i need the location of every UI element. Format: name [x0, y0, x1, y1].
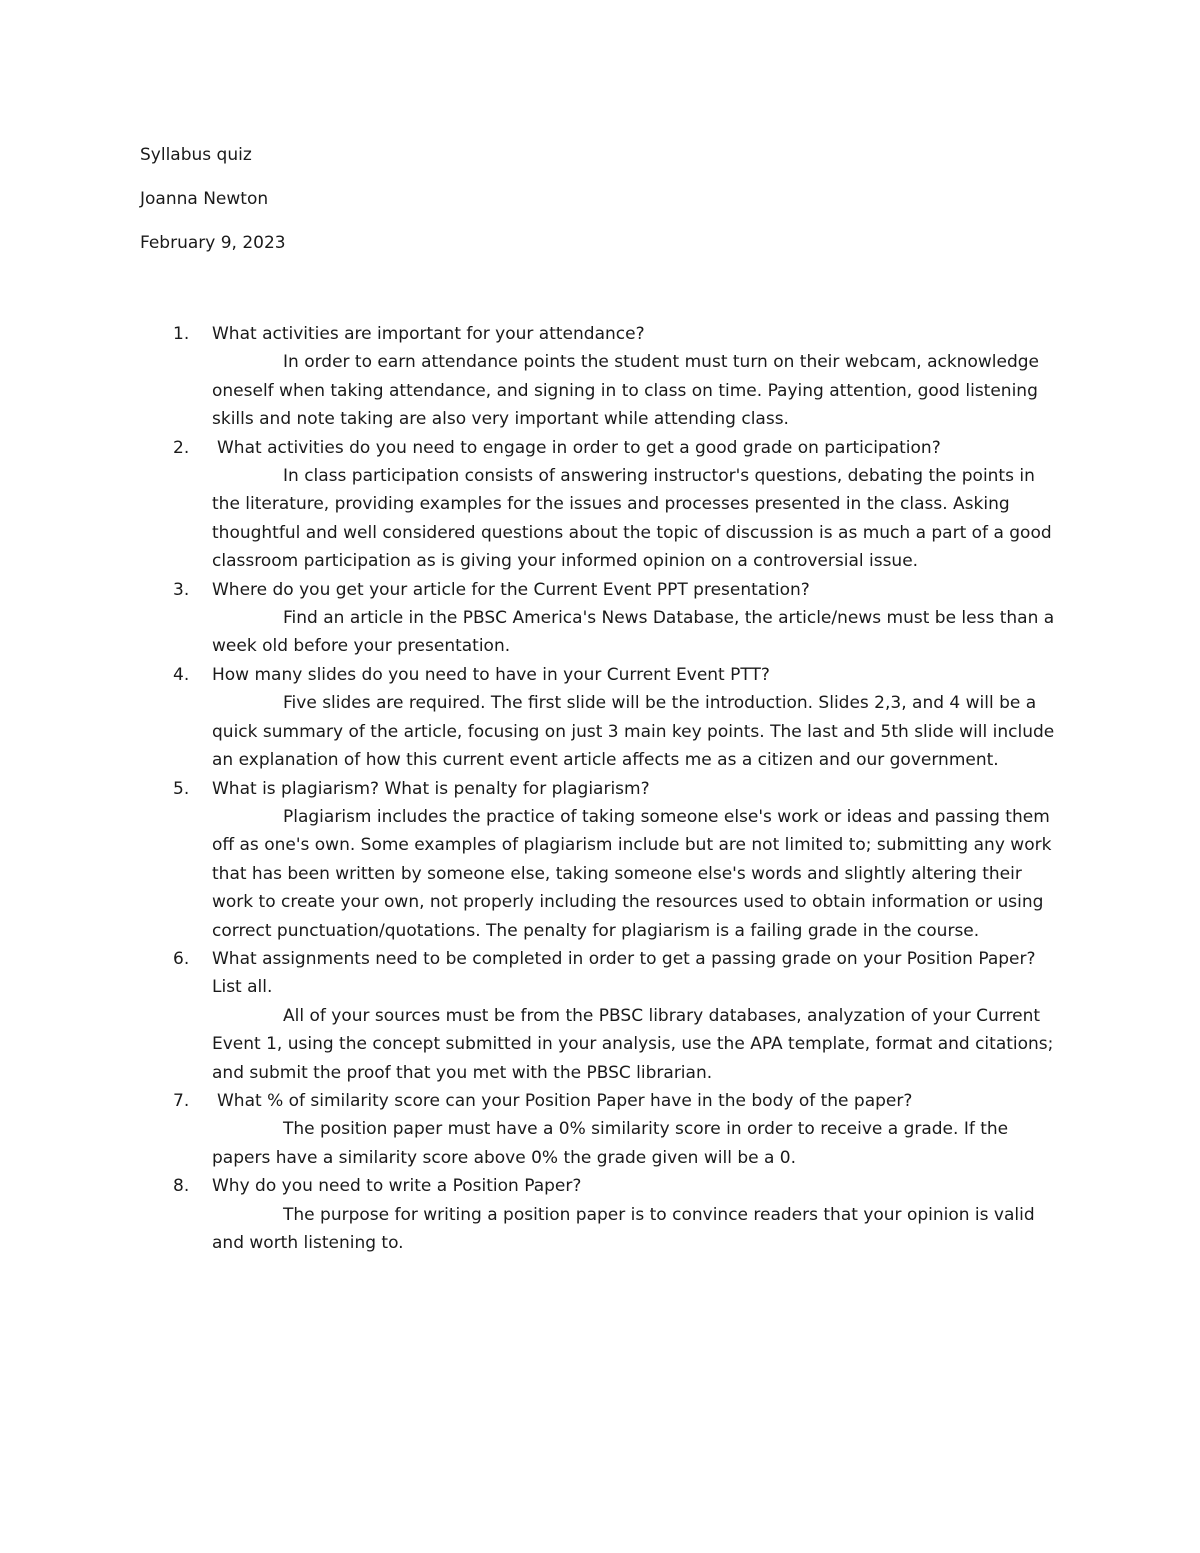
question-text: What assignments need to be completed in order to get a passing grade on your Position Paper? List all.: [212, 948, 1036, 998]
question-number: 8.: [173, 1176, 190, 1197]
answer-text: In class participation consists of answering instructor's questions, debating the points in the literature, providing examples for the issues and processes presented in the class. Asking thoughtful and well considered questions about the topic of discussion is as much a part of a good classroom participation as is giving your informed opinion on a controversial issue.: [212, 466, 1052, 572]
question-text: What activities are important for your attendance?: [212, 324, 645, 344]
question-item: [140, 434, 1065, 576]
document-date: February 9, 2023: [140, 233, 286, 253]
document-header: [140, 144, 286, 276]
question-item: [140, 945, 1065, 1087]
question-text: What activities do you need to engage in order to get a good grade on participation?: [217, 437, 941, 458]
question-number: 5.: [173, 778, 190, 799]
answer-text: Find an article in the PBSC America's News Database, the article/news must be less than a week old before your presentation.: [212, 608, 1055, 657]
question-list: [140, 320, 1065, 1257]
question-item: [140, 775, 1065, 945]
answer-text: The purpose for writing a position paper is to convince readers that your opinion is valid and worth listening to.: [212, 1204, 1035, 1253]
author-name: Joanna Newton: [140, 189, 269, 209]
question-item: [140, 661, 1065, 775]
question-number: 2.: [173, 437, 190, 458]
question-text: How many slides do you need to have in your Current Event PTT?: [212, 664, 770, 685]
answer-text: All of your sources must be from the PBSC library databases, analyzation of your Current Event 1, using the concept submitted in your analysis, use the APA template, format and citations; and submit the proof that you met with the PBSC librarian.: [212, 1005, 1054, 1083]
answer-text: The position paper must have a 0% similarity score in order to receive a grade. If the papers have a similarity score above 0% the grade given will be a 0.: [212, 1119, 1009, 1168]
question-text: What is plagiarism? What is penalty for plagiarism?: [212, 778, 650, 799]
question-text: What % of similarity score can your Position Paper have in the body of the paper?: [217, 1090, 913, 1111]
question-item: [140, 1172, 1065, 1257]
question-number: 7.: [173, 1090, 190, 1111]
answer-text: Five slides are required. The first slide will be the introduction. Slides 2,3, and 4 will be a quick summary of the article, focusing on just 3 main key points. The last and 5th slide will include an explanation of how this current event article affects me as a citizen and our government.: [212, 693, 1055, 771]
question-item: [140, 576, 1065, 661]
question-text: Where do you get your article for the Current Event PPT presentation?: [212, 579, 810, 600]
question-number: 1.: [173, 324, 190, 344]
question-item: [140, 1087, 1065, 1172]
question-number: 3.: [173, 579, 190, 600]
question-text: Why do you need to write a Position Paper?: [212, 1176, 582, 1197]
document-title: Syllabus quiz: [140, 145, 252, 165]
question-number: 4.: [173, 664, 190, 685]
answer-text: In order to earn attendance points the student must turn on their webcam, acknowledge oneself when taking attendance, and signing in to class on time. Paying attention, good listening skills and note taking are also very important while attending class.: [212, 352, 1039, 430]
question-item: [140, 320, 1065, 434]
answer-text: Plagiarism includes the practice of taking someone else's work or ideas and passing them off as one's own. Some examples of plagiarism include but are not limited to; submitting any work that has been written by someone else, taking someone else's words and slightly altering their work to create your own, not properly including the resources used to obtain information or using correct punctuation/quotations. The penalty for plagiarism is a failing grade in the course.: [212, 806, 1052, 941]
question-number: 6.: [173, 948, 190, 969]
